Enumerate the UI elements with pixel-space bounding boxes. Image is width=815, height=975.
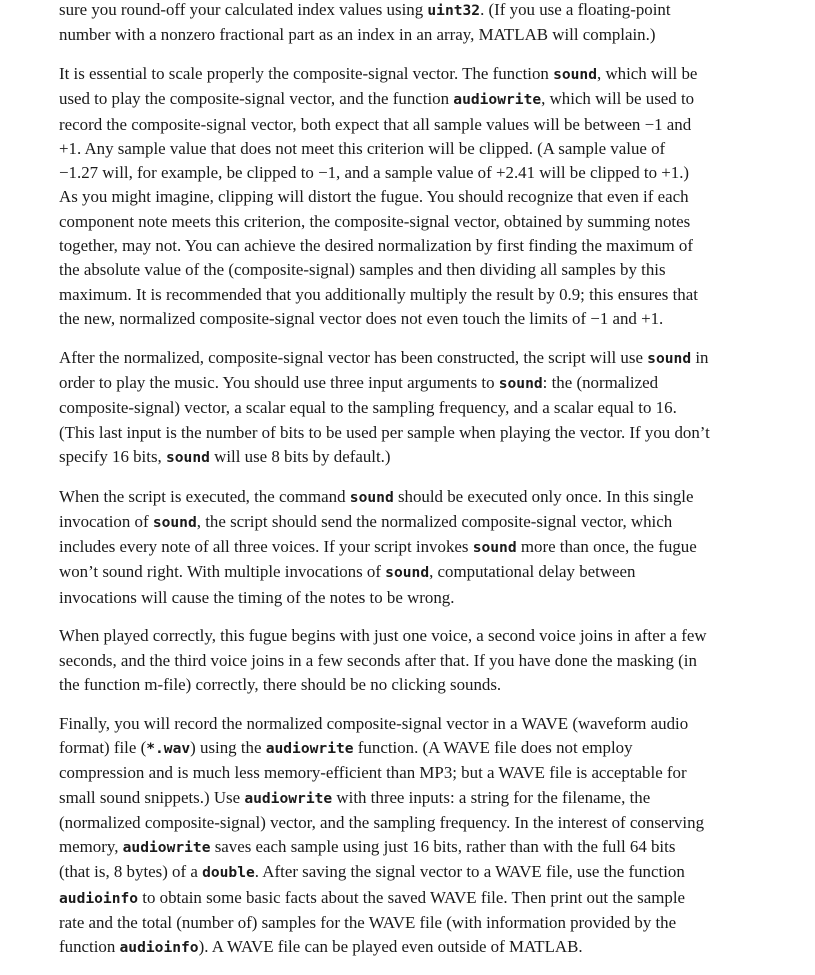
paragraph-text: should be executed only once. In this single invocation of (59, 486, 694, 531)
inline-code: sound (349, 488, 394, 506)
paragraph-index-rounding (59, 0, 771, 48)
paragraph-text: will use 8 bits by default.) (209, 446, 391, 466)
paragraph-text: It is essential to scale properly the composite-signal vector. The function (59, 63, 554, 83)
inline-code: sound (472, 539, 517, 557)
paragraph-text: After the normalized, composite-signal vector has been constructed, the script will use (59, 347, 648, 367)
paragraph-text: . After saving the signal vector to a WAVE file, use the function (254, 862, 685, 882)
inline-code: sound (385, 564, 430, 582)
paragraph-text: sure you round-off your calculated index values using (59, 0, 428, 19)
paragraph-playback (59, 346, 771, 470)
inline-code: sound (498, 374, 543, 392)
inline-code: sound (165, 448, 210, 466)
paragraph-text: , computational delay between invocations will cause the timing of the notes to be wrong. (59, 562, 636, 607)
inline-code: audiowrite (265, 739, 354, 757)
paragraph-text: ) using the (190, 737, 266, 757)
paragraph-text: , which will be used to play the composite-signal vector, and the function (59, 63, 698, 109)
paragraph-text: , the script should send the normalized composite-signal vector, which includes every note of all three voices. If your script invokes (59, 511, 673, 557)
paragraph-text: in order to play the music. You should use three input arguments to (59, 347, 709, 392)
paragraph-text: saves each sample using just 16 bits, rather than with the full 64 bits (that is, 8 bytes) of a (59, 837, 676, 882)
paragraph-text: When the script is executed, the command (59, 486, 350, 506)
inline-code: sound (647, 349, 692, 367)
inline-code: audiowrite (244, 789, 333, 807)
document-page (59, 0, 771, 975)
inline-code: double (202, 864, 255, 882)
paragraph-single-invocation (59, 485, 771, 610)
paragraph-fugue-voices (59, 624, 771, 697)
inline-code: sound (553, 65, 598, 83)
paragraph-scaling (59, 62, 771, 331)
paragraph-text: to obtain some basic facts about the saved WAVE file. Then print out the sample rate and the total (number of) samples for the WAVE file (with information provided by the function (59, 887, 686, 957)
paragraph-text: more than once, the fugue won’t sound right. With multiple invocations of (59, 537, 697, 582)
paragraph-text: ). A WAVE file can be played even outside of MATLAB. (198, 937, 583, 957)
inline-code: uint32 (427, 2, 481, 19)
inline-code: audiowrite (122, 839, 211, 857)
paragraph-text: with three inputs: a string for the filename, the (normalized composite-signal) vector, and the sampling frequency. In the interest of conserving memory, (59, 787, 705, 857)
paragraph-text: When played correctly, this fugue begins with just one voice, a second voice joins in after a few seconds, and the third voice joins in a few seconds after that. If you have done the masking (in the function m-file) correctly, there should be no clicking sounds. (59, 626, 707, 694)
inline-code: audioinfo (119, 939, 199, 957)
inline-code: audioinfo (59, 889, 139, 907)
inline-code: sound (152, 513, 197, 531)
paragraph-text: . (If you use a floating-point number with a nonzero fractional part as an index in an array, MATLAB will complain.) (59, 0, 671, 45)
inline-code: *.wav (146, 739, 191, 757)
paragraph-text: : the (normalized composite-signal) vector, a scalar equal to the sampling frequency, and a scalar equal to 16. (This last input is the number of bits to be used per sample when playing the vector. If you don’t specify 16 bits, (59, 372, 710, 466)
paragraph-text: Finally, you will record the normalized composite-signal vector in a WAVE (waveform audio format) file ( (59, 713, 689, 757)
paragraph-text: , which will be used to record the composite-signal vector, both expect that all sample values will be between −1 and +1. Any sample value that does not meet this criterion will be clipped. (A sample value of −1.27 will, for example, be clipped to −1, and a sample value of +2.41 will be clipped to +1.) As you might imagine, clipping will distort the fugue. You should recognize that even if each component note meets this criterion, the composite-signal vector, obtained by summing notes together, may not. You can achieve the desired normalization by first finding the maximum of the absolute value of the (composite-signal) samples and then dividing all samples by this maximum. It is recommended that you additionally multiply the result by 0.9; this ensures that the new, normalized composite-signal vector does not even touch the limits of −1 and +1. (59, 89, 698, 328)
paragraph-text: function. (A WAVE file does not employ compression and is much less memory-efficient than MP3; but a WAVE file is acceptable for small sound snippets.) Use (59, 737, 687, 807)
inline-code: audiowrite (453, 91, 542, 109)
paragraph-wave-file (59, 712, 771, 961)
